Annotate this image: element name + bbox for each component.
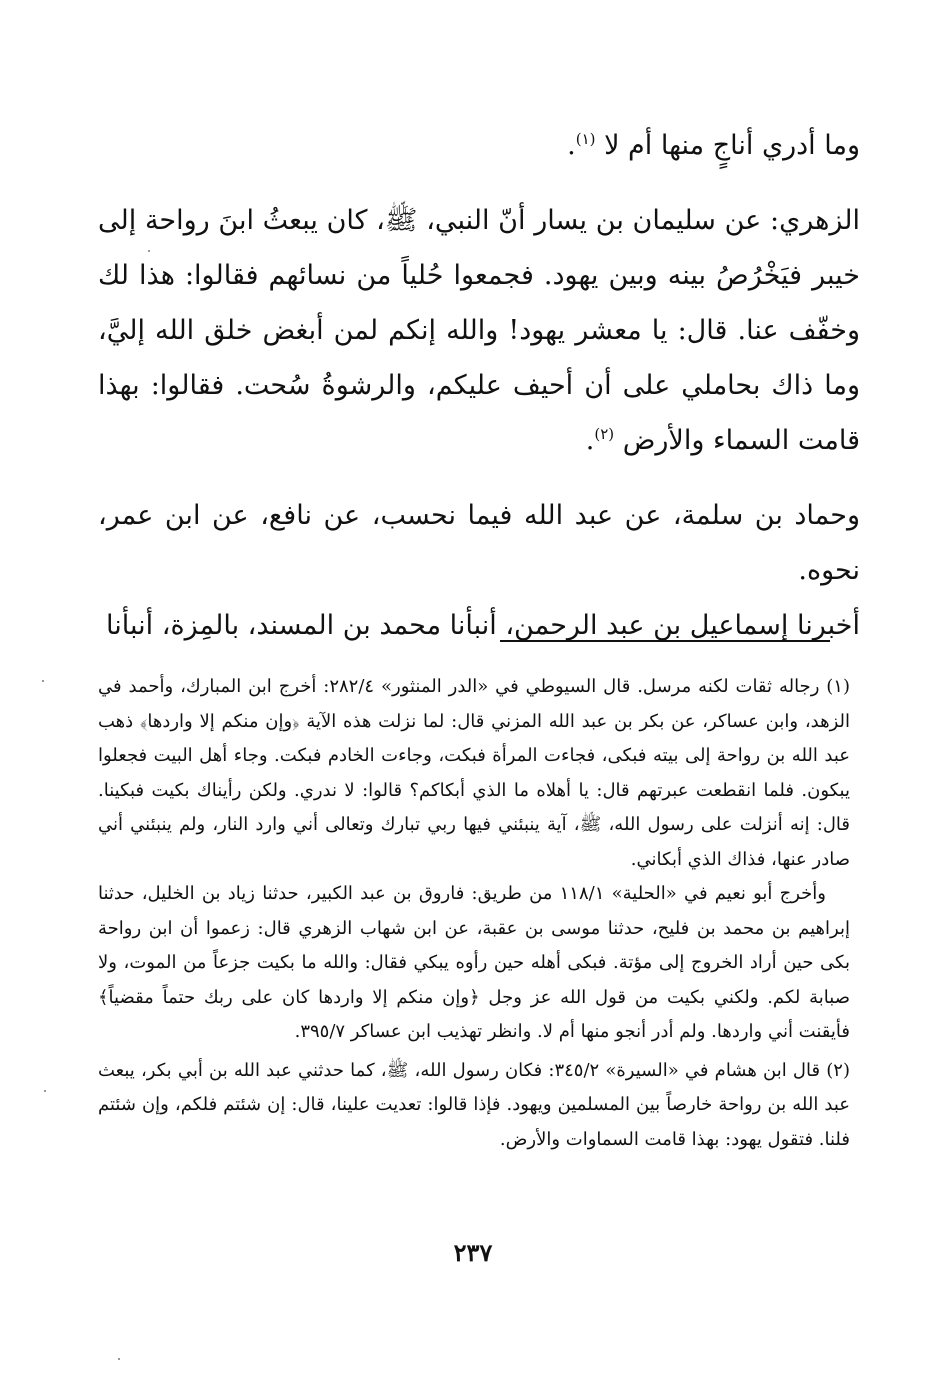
scan-speck [42, 680, 44, 682]
scan-speck [44, 1090, 46, 1092]
footnote-1: (١) رجاله ثقات لكنه مرسل. قال السيوطي في «الدر المنثور» ٢٨٢/٤: أخرج ابن المبارك، وأحمد في الزهد، وابن عساكر، عن بكر بن عبد الله المزني قال: لما نزلت هذه الآية ﴿وإن منكم إلا واردها﴾ ذهب عبد الله بن رواحة إلى بيته فبكى، فجاءت المرأة فبكت، وجاءت الخادم فبكت. وجاء أهل البيت فجعلوا يبكون. فلما انقطعت عبرتهم قال: يا أهلاه ما الذي أبكاكم؟ قالوا: لا ندري. ولكن رأيناك بكيت فبكينا. قال: إنه أنزلت على رسول الله، ﷺ، آية ينبئني فيها ربي تبارك وتعالى أني وارد النار، ولم ينبئني أني صادر عنها، فذاك الذي أبكاني. [98, 676, 850, 870]
footnotes-section [98, 670, 850, 1157]
zuhri-text: الزهري: عن سليمان بن يسار أنّ النبي، ﷺ، كان يبعثُ ابنَ رواحة إلى خيبر فيَخْرُصُ بينه وبين يهود. فجمعوا حُلياً من نسائهم فقالوا: هذا لك وخفّف عنا. قال: يا معشر يهود! والله إنكم لمن أبغض خلق الله إليَّ، وما ذاك بحاملي على أن أحيف عليكم، والرشوةُ سُحت. فقالوا: بهذا قامت السماء والأرض [98, 205, 860, 456]
main-text-body [98, 118, 860, 653]
footnote-marker-2: (٢) [594, 425, 615, 443]
scan-speck [148, 250, 150, 252]
akhbarana-line: أخبرنا إسماعيل بن عبد الرحمن، أنبأنا محمد بن المسند، بالمِزة، أنبأنا [106, 610, 860, 641]
hammad-paragraph: وحماد بن سلمة، عن عبد الله فيما نحسب، عن نافع، عن ابن عمر، نحوه. [98, 500, 860, 586]
verse-line: وما أدري أناجٍ منها أم لا $^{(١)}$. [567, 130, 860, 161]
verse-text: وما أدري أناجٍ منها أم لا [604, 130, 860, 161]
page-number: ٢٣٧ [453, 1238, 493, 1267]
scan-speck [118, 1358, 120, 1360]
footnote-1-continued: وأخرج أبو نعيم في «الحلية» ١١٨/١ من طريق: فاروق بن عبد الكبير، حدثنا زياد بن الخليل، حدثنا إبراهيم بن محمد بن فليح، حدثنا موسى بن عقبة، عن ابن شهاب الزهري قال: زعموا أن ابن رواحة بكى حين أراد الخروج إلى مؤتة. فبكى أهله حين رأوه يبكي فقال: والله ما بكيت جزعاً من الموت، ولا صبابة لكم. ولكني بكيت من قول الله عز وجل ﴿وإن منكم إلا واردها كان على ربك حتماً مقضياً﴾ فأيقنت أني واردها. ولم أدر أنجو منها أم لا. وانظر تهذيب ابن عساكر ٣٩٥/٧. [98, 883, 850, 1042]
footnote-marker-1: (١) [575, 130, 596, 148]
zuhri-paragraph: الزهري: عن سليمان بن يسار أنّ النبي، ﷺ، كان يبعثُ ابنَ رواحة إلى خيبر فيَخْرُصُ بينه وبين يهود. فجمعوا حُلياً من نسائهم فقالوا: هذا لك وخفّف عنا. قال: يا معشر يهود! والله إنكم لمن أبغض خلق الله إليَّ، وما ذاك بحاملي على أن أحيف عليكم، والرشوةُ سُحت. فقالوا: بهذا قامت السماء والأرض $^{(٢)}$. [98, 205, 860, 456]
footnote-2: (٢) قال ابن هشام في «السيرة» ٣٤٥/٢: فكان رسول الله، ﷺ، كما حدثني عبد الله بن أبي بكر، يبعث عبد الله بن رواحة خارصاً بين المسلمين ويهود. فإذا قالوا: تعديت علينا، قال: إن شئتم فلكم، وإن شئتم فلنا. فتقول يهود: بهذا قامت السماوات والأرض. [98, 1059, 850, 1150]
footnote-separator [500, 640, 830, 642]
